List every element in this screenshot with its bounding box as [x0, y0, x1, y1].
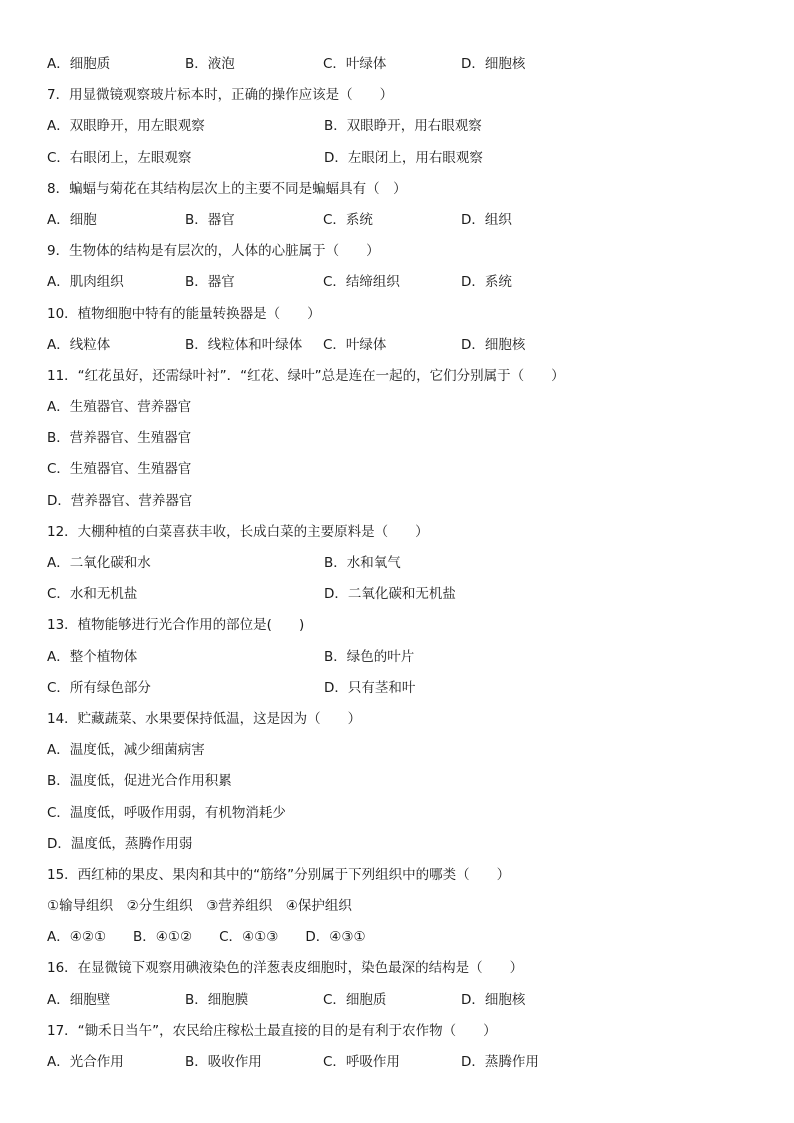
- line-text: ①输导组织 ②分生组织 ③营养组织 ④保护组织: [47, 898, 352, 915]
- line-text: 14．贮藏蔬菜、水果要保持低温，这是因为（ ）: [47, 710, 362, 727]
- line-text: C．生殖器官、生殖器官: [47, 461, 192, 478]
- line-text: 11．“红花虽好，还需绿叶衬”．“红花、绿叶”总是连在一起的，它们分别属于（ ）: [47, 367, 565, 384]
- answer-option: D．组织: [461, 211, 512, 228]
- answer-option: A．线粒体: [47, 336, 111, 353]
- answer-option: B．双眼睁开，用右眼观察: [324, 118, 482, 135]
- line-text: 13．植物能够进行光合作用的部位是( ): [47, 617, 305, 634]
- answer-option: B．水和氧气: [324, 555, 401, 571]
- text-line: [47, 894, 767, 925]
- text-line: [47, 832, 767, 863]
- options-row: [47, 676, 767, 707]
- options-row: [47, 146, 767, 177]
- options-row: [47, 551, 767, 582]
- text-line: [47, 613, 767, 644]
- text-line: [47, 863, 767, 894]
- answer-option: A．细胞质: [47, 56, 111, 72]
- answer-option: A．二氧化碳和水: [47, 555, 151, 571]
- answer-option: B．器官: [185, 274, 235, 291]
- answer-option: D．二氧化碳和无机盐: [324, 586, 456, 603]
- line-text: 7．用显微镜观察玻片标本时，正确的操作应该是（ ）: [47, 87, 394, 104]
- text-line: [47, 925, 767, 956]
- line-text: B．温度低，促进光合作用积累: [47, 773, 232, 790]
- text-line: [47, 1019, 767, 1050]
- answer-option: C．结缔组织: [323, 274, 400, 291]
- answer-option: A．整个植物体: [47, 648, 138, 665]
- text-line: [47, 83, 767, 114]
- answer-option: D．系统: [461, 274, 512, 291]
- text-line: [47, 302, 767, 333]
- options-row: [47, 582, 767, 613]
- text-line: [47, 956, 767, 987]
- line-text: 10．植物细胞中特有的能量转换器是（ ）: [47, 305, 321, 322]
- answer-option: D．细胞核: [461, 991, 526, 1008]
- text-line: [47, 707, 767, 738]
- text-line: [47, 426, 767, 457]
- options-row: [47, 988, 767, 1019]
- exam-page: [47, 52, 767, 1081]
- answer-option: B．液泡: [185, 56, 235, 72]
- line-text: A．④②① B．④①② C．④①③ D．④③①: [47, 929, 366, 946]
- answer-option: D．只有茎和叶: [324, 679, 416, 696]
- answer-option: A．肌肉组织: [47, 274, 124, 291]
- answer-option: A．光合作用: [47, 1054, 124, 1070]
- answer-option: D．左眼闭上，用右眼观察: [324, 149, 483, 166]
- options-row: [47, 208, 767, 239]
- text-line: [47, 364, 767, 395]
- answer-option: C．水和无机盐: [47, 586, 138, 603]
- line-text: 15．西红柿的果皮、果肉和其中的“筋络”分别属于下列组织中的哪类（ ）: [47, 866, 511, 883]
- answer-option: B．器官: [185, 211, 235, 228]
- answer-option: A．双眼睁开，用左眼观察: [47, 118, 205, 135]
- text-line: [47, 239, 767, 270]
- options-row: [47, 52, 767, 83]
- answer-option: A．细胞: [47, 211, 97, 228]
- answer-option: C．细胞质: [323, 991, 387, 1008]
- answer-option: C．系统: [323, 211, 373, 228]
- line-text: B．营养器官、生殖器官: [47, 430, 192, 447]
- text-line: [47, 395, 767, 426]
- options-row: [47, 645, 767, 676]
- answer-option: B．细胞膜: [185, 991, 249, 1008]
- text-line: [47, 738, 767, 769]
- line-text: 9．生物体的结构是有层次的，人体的心脏属于（ ）: [47, 243, 380, 260]
- answer-option: B．绿色的叶片: [324, 648, 415, 665]
- text-line: [47, 520, 767, 551]
- answer-option: C．叶绿体: [323, 336, 387, 353]
- line-text: A．温度低，减少细菌病害: [47, 742, 205, 759]
- options-row: [47, 1050, 767, 1081]
- line-text: A．生殖器官、营养器官: [47, 399, 192, 416]
- line-text: C．温度低，呼吸作用弱，有机物消耗少: [47, 804, 286, 821]
- options-row: [47, 270, 767, 301]
- answer-option: A．细胞壁: [47, 991, 111, 1008]
- answer-option: C．呼吸作用: [323, 1054, 400, 1070]
- text-line: [47, 177, 767, 208]
- text-line: [47, 489, 767, 520]
- line-text: D．营养器官、营养器官: [47, 492, 193, 509]
- text-line: [47, 769, 767, 800]
- line-text: 17．“锄禾日当午”，农民给庄稼松土最直接的目的是有利于农作物（ ）: [47, 1022, 497, 1039]
- answer-option: C．叶绿体: [323, 56, 387, 72]
- answer-option: D．细胞核: [461, 336, 526, 353]
- line-text: D．温度低，蒸腾作用弱: [47, 835, 193, 852]
- answer-option: C．所有绿色部分: [47, 679, 151, 696]
- text-line: [47, 801, 767, 832]
- text-line: [47, 457, 767, 488]
- line-text: 8．蝙蝠与菊花在其结构层次上的主要不同是蝙蝠具有（ ）: [47, 180, 407, 197]
- line-text: 12．大棚种植的白菜喜获丰收，长成白菜的主要原料是（ ）: [47, 523, 429, 540]
- line-text: 16．在显微镜下观察用碘液染色的洋葱表皮细胞时，染色最深的结构是（ ）: [47, 960, 524, 977]
- options-row: [47, 114, 767, 145]
- answer-option: B．吸收作用: [185, 1054, 262, 1070]
- answer-option: C．右眼闭上，左眼观察: [47, 149, 192, 166]
- answer-option: D．蒸腾作用: [461, 1054, 539, 1070]
- answer-option: B．线粒体和叶绿体: [185, 336, 303, 353]
- options-row: [47, 333, 767, 364]
- answer-option: D．细胞核: [461, 56, 526, 72]
